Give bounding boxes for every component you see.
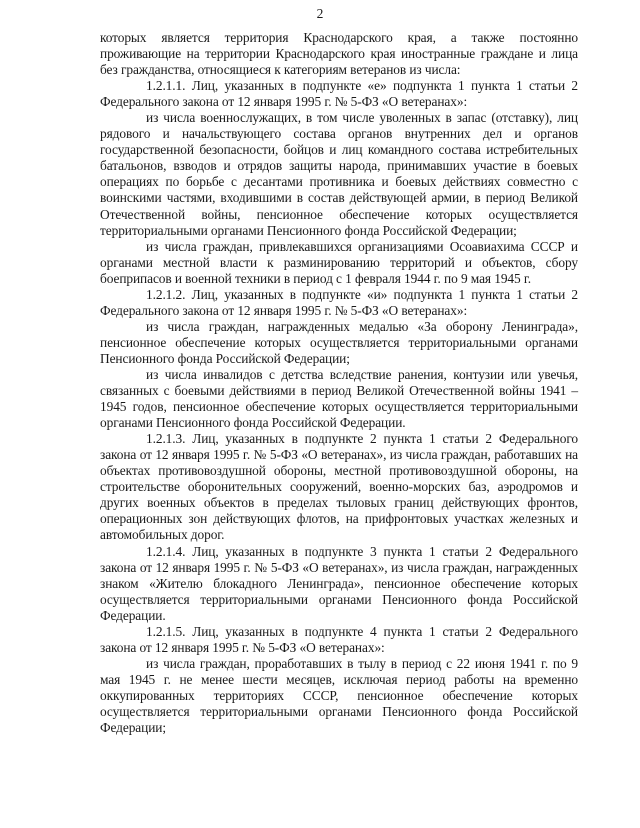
paragraph-leningrad-medal: из числа граждан, награжденных медалью «За оборону Ленинграда», пенсионное обеспечение которых осуществляется территориальными органами Пенсионного фонда Российской Федерации; <box>100 318 578 366</box>
paragraph-1-2-1-1: 1.2.1.1. Лиц, указанных в подпункте «е» подпункта 1 пункта 1 статьи 2 Федерального закона от 12 января 1995 г. № 5-ФЗ «О ветеранах»: <box>100 78 578 110</box>
paragraph-1-2-1-5: 1.2.1.5. Лиц, указанных в подпункте 4 пункта 1 статьи 2 Федерального закона от 12 января 1995 г. № 5-ФЗ «О ветеранах»: <box>100 623 578 655</box>
paragraph-demining: из числа граждан, привлекавшихся организациями Осоавиахима СССР и органами местной власти к разминированию территорий и объектов, сбору боеприпасов и военной техники в период с 1 февраля 1944 г. по 9 мая 1945 г. <box>100 238 578 286</box>
document-body <box>100 30 578 736</box>
paragraph-1-2-1-3: 1.2.1.3. Лиц, указанных в подпункте 2 пункта 1 статьи 2 Федерального закона от 12 января 1995 г. № 5-ФЗ «О ветеранах», из числа граждан, работавших на объектах противовоздушной обороны, местной противовоздушной обороны, на строительстве оборонительных сооружений, военно-морских баз, аэродромов и других военных объектов в пределах тыловых границ действующих фронтов, операционных зон действующих флотов, на прифронтовых участках железных и автомобильных дорог. <box>100 431 578 543</box>
paragraph-1-2-1-2: 1.2.1.2. Лиц, указанных в подпункте «и» подпункта 1 пункта 1 статьи 2 Федерального закона от 12 января 1995 г. № 5-ФЗ «О ветеранах»: <box>100 286 578 318</box>
paragraph-servicemen: из числа военнослужащих, в том числе уволенных в запас (отставку), лиц рядового и начальствующего состава органов внутренних дел и органов государственной безопасности, бойцов и лиц командного состава истребительных батальонов, взводов и отрядов защиты народа, принимавших участие в боевых операциях по борьбе с десантами противника и боевых действиях совместно с воинскими частями, входившими в состав действующей армии, в период Великой Отечественной войны, пенсионное обеспечение которых осуществляется территориальными органами Пенсионного фонда Российской Федерации; <box>100 110 578 238</box>
page-number: 2 <box>316 6 324 21</box>
paragraph-disabled-from-childhood: из числа инвалидов с детства вследствие ранения, контузии или увечья, связанных с боевыми действиями в период Великой Отечественной войны 1941 – 1945 годов, пенсионное обеспечение которых осуществляется территориальными органами Пенсионного фонда Российской Федерации. <box>100 366 578 431</box>
paragraph-1-2-1-4: 1.2.1.4. Лиц, указанных в подпункте 3 пункта 1 статьи 2 Федерального закона от 12 января 1995 г. № 5-ФЗ «О ветеранах», из числа граждан, награжденных знаком «Жителю блокадного Ленинграда», пенсионное обеспечение которых осуществляется территориальными органами Пенсионного фонда Российской Федерации. <box>100 543 578 623</box>
paragraph-intro: которых является территория Краснодарского края, а также постоянно проживающие на территории Краснодарского края иностранные граждане и лица без гражданства, относящиеся к категориям ветеранов из числа: <box>100 30 578 78</box>
paragraph-home-front-workers: из числа граждан, проработавших в тылу в период с 22 июня 1941 г. по 9 мая 1945 г. не менее шести месяцев, исключая период работы на временно оккупированных территориях СССР, пенсионное обеспечение которых осуществляется территориальными органами Пенсионного фонда Российской Федерации; <box>100 655 578 736</box>
